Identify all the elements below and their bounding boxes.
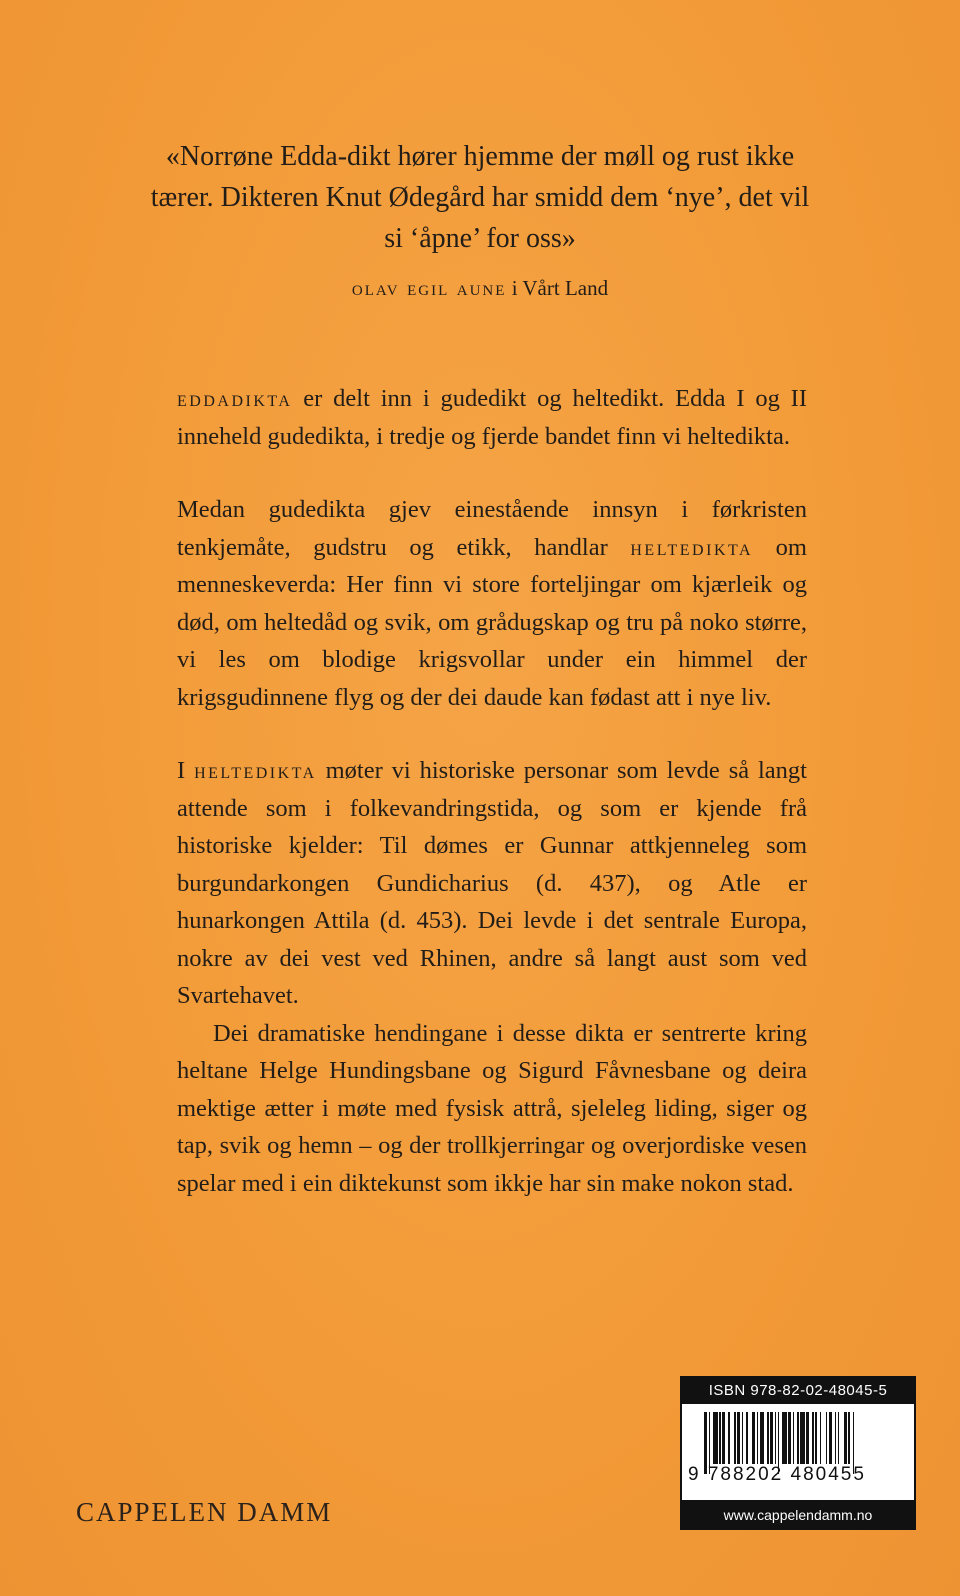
barcode-bar — [752, 1412, 755, 1464]
barcode-bar — [728, 1412, 730, 1464]
heltedikta-caps-2: heltedikta — [194, 758, 317, 783]
blurb-text — [177, 380, 807, 1202]
barcode-bar — [746, 1412, 748, 1464]
barcode-bar — [815, 1412, 817, 1464]
barcode-digits: 9 788202 480455 — [688, 1464, 866, 1485]
barcode-bar — [848, 1412, 850, 1464]
barcode-bar — [826, 1412, 828, 1464]
barcode-bar — [722, 1412, 725, 1464]
barcode-bar — [806, 1412, 809, 1464]
barcode-bar — [770, 1412, 773, 1464]
quote-attribution — [150, 273, 810, 303]
paragraph-2 — [177, 491, 807, 716]
isbn-label: ISBN 978-82-02-48045-5 — [682, 1378, 914, 1404]
paragraph-2-text-a: Medan gudedikta gjev einestående innsyn i førkristen tenkjemåte, gudstru og etikk, handlar — [177, 496, 807, 561]
paragraph-1-text: er delt inn i gudedikt og heltedikt. Edda I og II inneheld gudedikta, i tredje og fjerde bandet finn vi heltedikta. — [177, 385, 807, 450]
paragraph-3-text-b: møter vi historiske personar som levde så langt attende som i folkevandringstida, og som er kjende frå historiske kjelder: Til dømes er Gunnar attkjenneleg som burgundarkongen Gundicharius (d. 437), og Atle er hunarkongen Attila (d. 453). Dei levde i det sentrale Europa, nokre av dei vest ved Rhinen, andre så langt aust som ved Svartehavet. — [177, 757, 807, 1009]
barcode-bars — [704, 1412, 898, 1464]
review-quote — [150, 136, 810, 303]
publisher-logo: CAPPELEN DAMM — [76, 1497, 333, 1527]
barcode-bar — [797, 1412, 799, 1464]
barcode-bar — [742, 1412, 744, 1464]
barcode-bar — [835, 1412, 837, 1464]
barcode-bar — [767, 1412, 769, 1464]
barcode-bar — [820, 1412, 822, 1464]
barcode-bar — [782, 1412, 787, 1464]
barcode-bar — [757, 1412, 759, 1464]
barcode-bar — [844, 1412, 847, 1464]
barcode-bar — [737, 1412, 740, 1464]
barcode-bar — [812, 1412, 814, 1464]
heltedikta-caps: heltedikta — [630, 534, 754, 560]
barcode-bar — [793, 1412, 795, 1464]
barcode-bar — [713, 1412, 718, 1464]
barcode-bar — [719, 1412, 721, 1464]
publisher-url: www.cappelendamm.no — [680, 1500, 916, 1530]
paragraph-2-text-b: om menneskeverda: Her finn vi store forteljingar om kjærleik og død, om heltedåd og svik, om grådugskap og tru på noko større, vi les om blodige krigsvollar under ein himmel der krigsgudinnene flyg og der dei daude kan fødast att i nye liv. — [177, 533, 807, 711]
quote-author: olav egil aune — [351, 275, 507, 300]
barcode-bar — [838, 1412, 840, 1464]
eddadikta-caps: eddadikta — [177, 386, 293, 411]
barcode-panel — [680, 1376, 916, 1504]
quote-text: «Norrøne Edda-dikt hører hjemme der møll og rust ikke tærer. Dikteren Knut Ødegård har smidd dem ‘nye’, det vil si ‘åpne’ for oss» — [150, 141, 810, 254]
barcode-bar — [734, 1412, 736, 1464]
barcode-bar — [760, 1412, 765, 1464]
barcode-bar — [788, 1412, 791, 1464]
barcode-bar — [775, 1412, 777, 1464]
paragraph-3-text-a: I — [177, 757, 195, 784]
barcode-bar — [800, 1412, 805, 1464]
barcode-bar — [829, 1412, 832, 1464]
paragraph-4: Dei dramatiske hendingane i desse dikta er sentrerte kring heltane Helge Hundingsbane og Sigurd Fåvnesbane og deira mektige ætter i møte med fysisk attrå, sjeleleg liding, siger og tap, svik og hemn – og der trollkjerringar og overjordiske vesen spelar med i ein diktekunst som ikkje har sin make nokon stad. — [177, 1019, 807, 1197]
paragraph-1 — [177, 380, 807, 455]
paragraph-3 — [177, 752, 807, 1015]
quote-source: i Vårt Land — [511, 276, 609, 300]
